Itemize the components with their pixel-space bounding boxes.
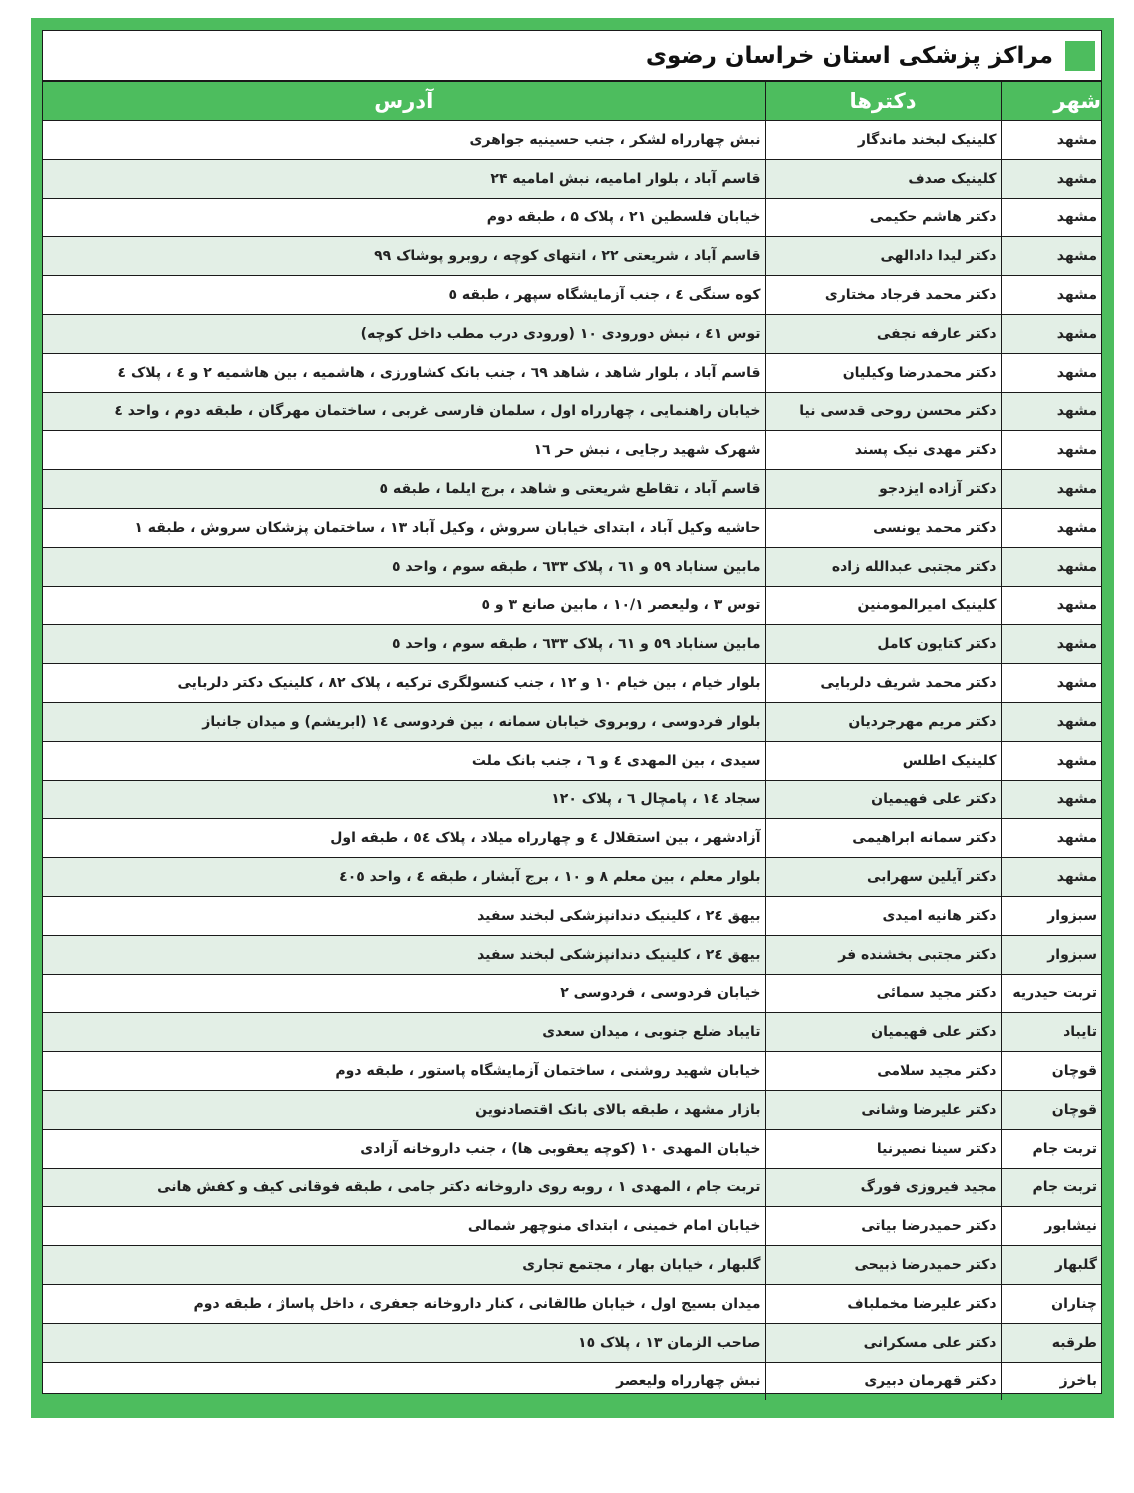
address-cell: قاسم آباد ، شریعتی ۲۲ ، انتهای کوچه ، روبرو پوشاک ۹۹ (43, 237, 765, 276)
city-cell: تایباد (1001, 1013, 1101, 1052)
address-cell: آزادشهر ، بین استقلال ٤ و چهارراه میلاد ، پلاک ٥٤ ، طبقه اول (43, 819, 765, 858)
table-row (43, 237, 1101, 276)
doctor-cell: کلینیک صدف (765, 159, 1001, 198)
centers-table (43, 82, 1101, 1400)
table-row (43, 1246, 1101, 1285)
address-cell: بیهق ٢٤ ، کلینیک دندانپزشکی لبخند سفید (43, 896, 765, 935)
table-row (43, 625, 1101, 664)
city-cell: مشهد (1001, 276, 1101, 315)
city-cell: مشهد (1001, 547, 1101, 586)
table-row (43, 935, 1101, 974)
table-row (43, 470, 1101, 509)
address-cell: بلوار خیام ، بین خیام ١٠ و ١٢ ، جنب کنسولگری ترکیه ، پلاک ٨٢ ، کلینیک دکتر دلربایی (43, 664, 765, 703)
doctor-cell: دکتر علی فهیمیان (765, 1013, 1001, 1052)
table-row (43, 819, 1101, 858)
doctor-cell: دکتر مریم مهرجردیان (765, 702, 1001, 741)
city-cell: مشهد (1001, 508, 1101, 547)
table-row (43, 314, 1101, 353)
table-body (43, 121, 1101, 1401)
doctor-cell: دکتر سمانه ابراهیمی (765, 819, 1001, 858)
address-cell: شهرک شهید رجایی ، نبش حر ١٦ (43, 431, 765, 470)
city-cell: مشهد (1001, 819, 1101, 858)
doctor-cell: دکتر علیرضا وشانی (765, 1090, 1001, 1129)
address-cell: مابین سناباد ٥٩ و ٦١ ، پلاک ٦٣٣ ، طبقه سوم ، واحد ٥ (43, 547, 765, 586)
doctor-cell: دکتر محمدرضا وکیلیان (765, 353, 1001, 392)
table-row (43, 1013, 1101, 1052)
doctor-cell: دکتر مهدی نیک پسند (765, 431, 1001, 470)
city-cell: تربت جام (1001, 1129, 1101, 1168)
city-cell: مشهد (1001, 392, 1101, 431)
table-row (43, 431, 1101, 470)
address-cell: بازار مشهد ، طبقه بالای بانک اقتصادنوین (43, 1090, 765, 1129)
doctor-cell: مجید فیروزی فورگ (765, 1168, 1001, 1207)
doctor-cell: دکتر کتایون کامل (765, 625, 1001, 664)
address-cell: حاشیه وکیل آباد ، ابتدای خیابان سروش ، وکیل آباد ۱۳ ، ساختمان پزشکان سروش ، طبقه ۱ (43, 508, 765, 547)
city-cell: مشهد (1001, 741, 1101, 780)
city-cell: مشهد (1001, 237, 1101, 276)
address-cell: تربت جام ، المهدی ١ ، روبه روی داروخانه دکتر جامی ، طبقه فوقانی کیف و کفش هانی (43, 1168, 765, 1207)
doctor-cell: دکتر محمد فرجاد مختاری (765, 276, 1001, 315)
city-cell: تربت حیدریه (1001, 974, 1101, 1013)
address-cell: توس ۳ ، ولیعصر ١٠/١ ، مابین صانع ۳ و ٥ (43, 586, 765, 625)
city-cell: مشهد (1001, 858, 1101, 897)
table-row (43, 121, 1101, 160)
address-cell: خیابان فلسطین ۲۱ ، پلاک ۵ ، طبقه دوم (43, 198, 765, 237)
doctor-cell: دکتر حمیدرضا ذبیحی (765, 1246, 1001, 1285)
address-cell: بیهق ٢٤ ، کلینیک دندانپزشکی لبخند سفید (43, 935, 765, 974)
city-cell: تربت جام (1001, 1168, 1101, 1207)
table-row (43, 547, 1101, 586)
address-cell: میدان بسیج اول ، خیابان طالقانی ، کنار داروخانه جعفری ، داخل پاساژ ، طبقه دوم (43, 1284, 765, 1323)
city-cell: قوچان (1001, 1090, 1101, 1129)
doctor-cell: دکتر مجتبی عبدالله زاده (765, 547, 1001, 586)
city-cell: مشهد (1001, 470, 1101, 509)
city-cell: مشهد (1001, 159, 1101, 198)
address-cell: خیابان شهید روشنی ، ساختمان آزمایشگاه پاستور ، طبقه دوم (43, 1052, 765, 1091)
doctor-cell: دکتر محسن روحی قدسی نیا (765, 392, 1001, 431)
table-row (43, 780, 1101, 819)
doctor-cell: دکتر علی مسکرانی (765, 1323, 1001, 1362)
address-cell: سیدی ، بین المهدی ٤ و ٦ ، جنب بانک ملت (43, 741, 765, 780)
address-cell: صاحب الزمان ١٣ ، پلاک ١٥ (43, 1323, 765, 1362)
doctor-cell: دکتر هاشم حکیمی (765, 198, 1001, 237)
city-cell: گلبهار (1001, 1246, 1101, 1285)
doctor-cell: دکتر مجتبی بخشنده فر (765, 935, 1001, 974)
city-cell: طرقبه (1001, 1323, 1101, 1362)
address-cell: بلوار معلم ، بین معلم ٨ و ١٠ ، برج آبشار ، طبقه ٤ ، واحد ٤٠٥ (43, 858, 765, 897)
address-cell: تایباد ضلع جنوبی ، میدان سعدی (43, 1013, 765, 1052)
city-cell: مشهد (1001, 431, 1101, 470)
doctor-cell: دکتر علیرضا مخملباف (765, 1284, 1001, 1323)
city-cell: مشهد (1001, 664, 1101, 703)
doctor-cell: دکتر سینا نصیرنیا (765, 1129, 1001, 1168)
doctor-cell: کلینیک اطلس (765, 741, 1001, 780)
table-row (43, 664, 1101, 703)
table-row (43, 702, 1101, 741)
table-row (43, 392, 1101, 431)
address-cell: قاسم آباد ، تقاطع شریعتی و شاهد ، برج ایلما ، طبقه ٥ (43, 470, 765, 509)
doctor-cell: کلینیک لبخند ماندگار (765, 121, 1001, 160)
title-bar (43, 31, 1101, 82)
header-doctor: دکترها (765, 82, 1001, 121)
city-cell: مشهد (1001, 314, 1101, 353)
table-row (43, 1362, 1101, 1400)
address-cell: کوه سنگی ٤ ، جنب آزمایشگاه سپهر ، طبقه ٥ (43, 276, 765, 315)
doctor-cell: کلینیک امیرالمومنین (765, 586, 1001, 625)
city-cell: نیشابور (1001, 1207, 1101, 1246)
table-row (43, 198, 1101, 237)
table-row (43, 1323, 1101, 1362)
city-cell: باخرز (1001, 1362, 1101, 1400)
table-row (43, 1207, 1101, 1246)
doctor-cell: دکتر لیدا دادالهی (765, 237, 1001, 276)
medical-centers-panel (42, 30, 1102, 1394)
address-cell: بلوار فردوسی ، روبروی خیابان سمانه ، بین فردوسی ١٤ (ابریشم) و میدان جانباز (43, 702, 765, 741)
address-cell: سجاد ١٤ ، پامچال ٦ ، پلاک ١٢٠ (43, 780, 765, 819)
city-cell: مشهد (1001, 121, 1101, 160)
table-row (43, 1168, 1101, 1207)
doctor-cell: دکتر قهرمان دبیری (765, 1362, 1001, 1400)
page-title: مراکز پزشکی استان خراسان رضوی (645, 42, 1053, 69)
table-row (43, 159, 1101, 198)
header-city: شهر (1001, 82, 1101, 121)
table-row (43, 974, 1101, 1013)
address-cell: نبش چهارراه ولیعصر (616, 1373, 761, 1390)
city-cell: مشهد (1001, 353, 1101, 392)
doctor-cell: دکتر حمیدرضا بیاتی (765, 1207, 1001, 1246)
table-row (43, 896, 1101, 935)
table-row (43, 276, 1101, 315)
header-address: آدرس (43, 82, 765, 121)
doctor-cell: دکتر آیلین سهرابی (765, 858, 1001, 897)
title-square-icon (1065, 41, 1095, 71)
doctor-cell: دکتر محمد یونسی (765, 508, 1001, 547)
city-cell: قوچان (1001, 1052, 1101, 1091)
city-cell: مشهد (1001, 702, 1101, 741)
table-row (43, 1052, 1101, 1091)
table-row (43, 1090, 1101, 1129)
table-row (43, 586, 1101, 625)
address-cell: توس ٤١ ، نبش دورودی ١٠ (ورودی درب مطب داخل کوچه) (43, 314, 765, 353)
city-cell: سبزوار (1001, 896, 1101, 935)
table-row (43, 1129, 1101, 1168)
address-cell: نبش چهارراه لشکر ، جنب حسینیه جواهری (43, 121, 765, 160)
address-cell: خیابان راهنمایی ، چهارراه اول ، سلمان فارسی غربی ، ساختمان مهرگان ، طبقه دوم ، واحد ٤ (43, 392, 765, 431)
city-cell: مشهد (1001, 625, 1101, 664)
doctor-cell: دکتر علی فهیمیان (765, 780, 1001, 819)
city-cell: مشهد (1001, 586, 1101, 625)
address-cell: قاسم آباد ، بلوار شاهد ، شاهد ٦٩ ، جنب بانک کشاورزی ، هاشمیه ، بین هاشمیه ۲ و ٤ ، پلاک ٤ (43, 353, 765, 392)
table-row (43, 1284, 1101, 1323)
address-cell: خیابان فردوسی ، فردوسی ۲ (43, 974, 765, 1013)
table-row (43, 353, 1101, 392)
doctor-cell: دکتر مجید سمائی (765, 974, 1001, 1013)
city-cell: مشهد (1001, 780, 1101, 819)
address-cell: مابین سناباد ٥٩ و ٦١ ، پلاک ٦٣٣ ، طبقه سوم ، واحد ٥ (43, 625, 765, 664)
address-cell: قاسم آباد ، بلوار امامیه، نبش امامیه ۲۴ (43, 159, 765, 198)
doctor-cell: دکتر هانیه امیدی (765, 896, 1001, 935)
doctor-cell: دکتر آزاده ایزدجو (765, 470, 1001, 509)
doctor-cell: دکتر محمد شریف دلربایی (765, 664, 1001, 703)
table-row (43, 858, 1101, 897)
table-row (43, 508, 1101, 547)
doctor-cell: دکتر عارفه نجفی (765, 314, 1001, 353)
address-cell: خیابان امام خمینی ، ابتدای منوچهر شمالی (43, 1207, 765, 1246)
table-header-row (43, 82, 1101, 121)
address-cell: خیابان المهدی ١٠ (کوچه یعقوبی ها) ، جنب داروخانه آزادی (43, 1129, 765, 1168)
address-cell: گلبهار ، خیابان بهار ، مجتمع تجاری (43, 1246, 765, 1285)
table-row (43, 741, 1101, 780)
city-cell: مشهد (1001, 198, 1101, 237)
city-cell: چناران (1001, 1284, 1101, 1323)
doctor-cell: دکتر مجید سلامی (765, 1052, 1001, 1091)
city-cell: سبزوار (1001, 935, 1101, 974)
